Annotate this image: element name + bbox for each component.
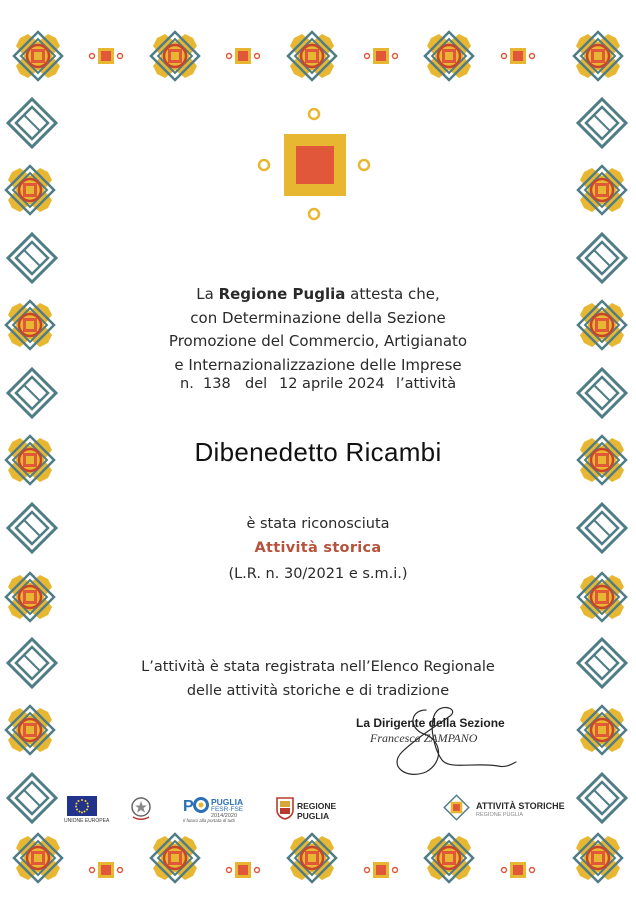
registry-text <box>0 655 636 703</box>
signatory-name: Francesca ZAMPANO <box>370 731 478 745</box>
attestation-line-2: con Determinazione della Sezione <box>190 308 446 327</box>
business-name: Dibenedetto Ricambi <box>194 437 442 467</box>
recognized-text: è stata riconosciuta <box>246 516 390 532</box>
law-reference: (L.R. n. 30/2021 e s.m.i.) <box>228 566 408 582</box>
determination-number: 138 <box>203 376 231 392</box>
determination-date-label: del <box>245 376 268 392</box>
regione-line-2: PUGLIA <box>297 811 330 821</box>
eu-flag-icon <box>67 796 97 816</box>
attestation-line-4: e Internazionalizzazione delle Imprese <box>174 355 462 374</box>
signatory-title: La Dirigente della Sezione <box>356 716 505 730</box>
attestation-text <box>0 283 636 377</box>
italian-republic-emblem-icon <box>128 795 154 821</box>
eu-label: UNIONE EUROPEA <box>64 818 110 824</box>
issuer-name: Regione Puglia <box>218 285 346 303</box>
storiche-line-1: ATTIVITÀ STORICHE <box>476 801 565 811</box>
attivita-storiche-logo-icon <box>443 794 470 821</box>
regione-puglia-shield-icon <box>276 796 294 820</box>
handwritten-signature-icon <box>380 700 520 790</box>
svg-text:P: P <box>183 798 194 814</box>
por-brand: PUGLIA <box>211 797 244 807</box>
regione-line-1: REGIONE <box>297 801 337 811</box>
por-period: 2014/2020 <box>211 813 237 819</box>
registry-line-1: L’attività è stata registrata nell’Elenco Regionale <box>141 659 495 675</box>
status-title: Attività storica <box>254 540 382 556</box>
registry-line-2: delle attività storiche e di tradizione <box>186 683 450 699</box>
determination-tail: l’attività <box>396 376 457 392</box>
attestation-line-3: Promozione del Commercio, Artigianato <box>168 332 468 350</box>
por-fund: FESR·FSE <box>211 806 244 813</box>
central-emblem-icon <box>255 108 373 226</box>
attestation-line-1: La Regione Puglia attesta che, <box>196 285 440 303</box>
storiche-line-2: REGIONE PUGLIA <box>476 812 524 818</box>
determination-number-label: n. <box>180 376 194 392</box>
determination-date: 12 aprile 2024 <box>279 376 385 392</box>
por-motto: Il futuro alla portata di tutti <box>183 818 235 823</box>
